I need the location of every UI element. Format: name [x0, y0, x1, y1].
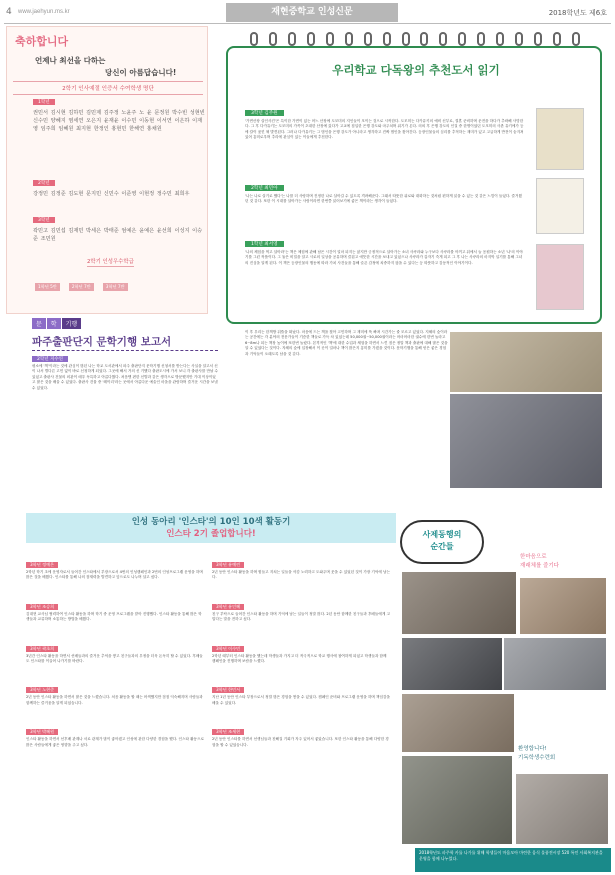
- volunteer-title-line: 순간들: [430, 542, 454, 551]
- entry-text: 2년 동안 인스타 활동을 하며 힘들고 지치는 일들을 삭감 노력하고 도와주며 웃을 수 있었던 것이 가장 기억에 남는다.: [212, 570, 390, 580]
- cert-tag: 2학년 7반: [69, 283, 94, 291]
- entry-tag: 3학년 조세현: [212, 729, 244, 735]
- congrats-logo: 축하합니다: [15, 35, 69, 48]
- insta-column: [26, 551, 204, 748]
- bottom-note: 2018학년도 파주학 카를 나가를 위해 학생들이 마음모아 마련한 음식 물품전시장 520 특인 사회복지관을 운영을 함께 나누었다.: [415, 848, 611, 872]
- trip-tag: 기행: [62, 318, 82, 329]
- site-url: www.jaehyun.ms.kr: [18, 9, 70, 15]
- entry-tag: 3학년 곽초희: [26, 646, 58, 652]
- entry-text: 2학년 학기 초에 운영자로서 들어간 인스타에서 부장으로서 4번의 인성캠페인과 2번의 인성프로그램 운영을 하며 많은 것을 배웠다. 인스타를 통해 나의 잠재력을 발견하고 앞으로도 나누며 살고 싶다.: [26, 570, 203, 580]
- insta-heading: 인성 동아리 '인스타'의 10인 10색 활동기: [131, 517, 291, 527]
- photo-caption: [520, 553, 559, 571]
- entry-text: 3년간 인스타 활동을 하면서 선배들과의 즐거운 추억을 쌓고 친구들과의 우정을 더욱 돈독히 할 수 있었다. 후배들도 인스타를 이끌어 나가기를 바란다.: [26, 653, 203, 664]
- trip-tags: [32, 318, 82, 329]
- cert-tag: 1학년 5반: [35, 283, 60, 291]
- entry-text: 2년 동안 인스타를 하면서 선생님들과 친해질 기회가 자주 있어서 좋았습니다. 또한 인스타 활동을 통해 다양한 경험을 할 수 있었습니다.: [212, 737, 389, 747]
- entry-text: 지난 1년 동안 인스타 부장으로서 정말 많은 경험을 쌓을 수 있었다. 캠페인 준비와 프로그램 운영을 하며 책임감을 배울 수 있었다.: [212, 695, 390, 705]
- congrats-line2: 당신이 아름답습니다!: [105, 68, 177, 77]
- event-photo: [402, 638, 502, 690]
- event-photo: [504, 638, 606, 690]
- trip-photo: [450, 394, 602, 488]
- trip-tag: 문: [32, 318, 46, 329]
- event-photo: [402, 572, 516, 634]
- cert-tag: 3학년 7반: [103, 283, 128, 291]
- field-trip-section: [6, 318, 218, 498]
- page-number: 4: [6, 7, 12, 17]
- names-list: 권민서 김시현 김하민 김민제 김주정 노윤주 노 윤 문정원 박수빈 성현빈 신수민 양혜지 염세연 오은지 윤재윤 이수민 이동현 이서연 이은하 이재영 임주희 임혜원 최지현 한정인 홍현민 한해연 홍채원: [33, 110, 205, 133]
- books-box: [226, 46, 602, 324]
- caption-line: 한마음으로: [520, 554, 547, 560]
- congrats-line1: 언제나 최선을 다하는: [35, 56, 106, 65]
- volunteer-title-line: 사제동행의: [422, 530, 462, 539]
- insta-column: [212, 551, 390, 748]
- event-photo: [402, 694, 514, 752]
- caption-line: 재래체를 즐기다: [520, 563, 559, 569]
- insta-banner: [26, 513, 396, 543]
- grade-tag: 1학년: [33, 99, 55, 105]
- entry-text: 2년 동안 인스타 활동을 하면서 많은 것을 느꼈습니다. 처음 활동을 할 때는 어색했지만 점점 익숙해지며 사람들과 함께하는 즐거움을 알게 되었습니다.: [26, 695, 203, 705]
- entry-text: 2학년 때부터 인스타 활동을 했는데 학생들과 가지고 더 적극적으로 학교 행사에 참여하게 되었고 학생들과 함께 캠페인을 진행하며 보람을 느꼈다.: [212, 653, 387, 664]
- trip-text: 평소에 '책'이라는 것에 관심이 많던 나는 학교 도서관에서 파주 출판단지 문학기행 신청서를 받는다는 사실을 알고서 신이 나서 별다른 고민 없이 바로 신청하게 되었다. 그곳에 해서 거의 신 기했다 출판도시에 가서 보니 각 출판사를 만날 수 있었고 출판사 건물의 외관이 매우 독특하고 아름다웠다. 처음엔 편한 신발과 같은 생각으로 방문했지만 기대 이상이었고 많은 것을 배울 수 있었다. 출판사 건물 중 '헤이리'라는 곳에서 아름다운 예술인 마을을 관람하며 즐거운 시간을 보낼 수 있었다.: [32, 364, 219, 390]
- names-list: 강정민 김정준 김도현 문지민 신민수 이준영 이현정 정수민 최희우: [33, 191, 190, 197]
- book-cover: [536, 244, 584, 310]
- newspaper-title: 재현중학교 인성신문: [226, 3, 398, 22]
- book-cover: [536, 108, 584, 170]
- event-photo: [520, 578, 606, 634]
- book-author-tag: 3학년 김주원: [245, 110, 284, 116]
- trip-tag: 학: [47, 318, 61, 329]
- entry-tag: 3학년 이수민: [212, 646, 244, 652]
- cert-title: 2학기 인성우수학급: [87, 259, 134, 265]
- photo-caption: [518, 745, 555, 763]
- grade-tag: 3학년: [33, 217, 55, 223]
- entry-text: 친구 부탁으로 들어간 인스타 활동을 하며 기억에 남는 일들이 정말 많다. 2년 동안 함께한 친구들과 후배들에게 고맙다는 말을 전하고 싶다.: [212, 611, 390, 622]
- entry-tag: 3학년 한민서: [212, 687, 244, 693]
- congrats-box: [6, 26, 208, 314]
- issue-label: 2018학년도 제6호: [548, 9, 607, 17]
- trip-author: 2학년 지수연: [32, 356, 68, 362]
- entry-tag: 3학년 박혜원: [26, 729, 58, 735]
- grade-tag: 2학년: [33, 180, 55, 186]
- trip-title: 파주출판단지 문학기행 보고서: [32, 336, 172, 348]
- trip-photo: [450, 332, 602, 392]
- trip-text-continued: 이 후 우리는 한책방 뒤뜰을 떠났다. 마음에 드는 책을 찾아 고민하며 그 재미에 푹 빠져 시간가는 줄 모르고 있었다. 지혜의 숲이라는 공간에는 각 분야의 전문가들이 기증한 책들로 가득 차 있었는데 50,000권~50,000권이라는 어마어마한 권수에 한번 놀라고 6~8m나 되는 책장 높이에 또한번 놀랐다. 본격적인 '책'에 대한 수업과 체험을 하면서 느낀 점은 정말 책과 출판에 대해 많은 것을 알 수 있었다는 것이다. 지혜의 숲에 입장해서 이 곳이 얼마나 책이 많은지 흥미를 가졌을 것이다. 문학기행을 통해 얻은 좋은 경험과 기억들이 오래도록 남을 것 같다.: [245, 330, 448, 356]
- volunteer-title: [400, 520, 484, 564]
- event-photo: [516, 774, 608, 844]
- entry-text: 김대현 교사님 협력하여 인스타 활동을 하며 학기 중 운영 프로그램을 맡아 진행했다. 인스타 활동을 통해 많은 학생들과 교류하며 소통하는 방법을 배웠다.: [26, 611, 202, 622]
- caption-line: 환영합니다!: [518, 746, 547, 752]
- book-review: '가면산장 살인사건'은 특이한 가면이 있는 어느 산장에 도모미의 지인들이 모이는 것으로 시작한다. 도모미는 다카유키의 예비 신부로, 결혼 준비하며 운전을 하다가 추락해 사망한다. 그 후 다카유키는 도모미의 가족이 초대한 산장에 갔다가 고교에 침입한 은행 강도와 마주치며 위기가 온다. 의외 후 은행 강도의 인질 중 한명이었던 도모미의 사촌 유키에가 등에 칼이 꽂힌 채 발견된다. 그러나 다카유키는 그 범인을 은행 강도가 아니라고 생각하고 진짜 범인을 찾아간다. 등장인물들의 심리를 추적하는 재미가 있고 고급하게 반전이 숨겨져 있어 흥미로우며 추리에 관심이 있는 이들에게 추천한다.: [245, 119, 524, 140]
- entry-tag: 3학년 조승희: [26, 604, 58, 610]
- book-review: '나는 나로 살기로 했다'는 나를 더 사랑하며 진정한 나로 살아갈 수 있도록 격려해준다. 그래서 따뜻한 위로와 대화하는 것처럼 편하게 읽을 수 있는 것 같은 느낌이 들었다. 즐거웠던 것 같다. 또한 이 시대를 살아가는 사람이라면 한번쯤 읽어보기에 좋은 책이라는 생각이 들었다.: [245, 194, 522, 204]
- book-author-tag: 2학년 최민아: [245, 185, 284, 191]
- entry-tag: 3학년 정예은: [26, 562, 58, 568]
- page-header: [4, 2, 611, 24]
- book-author-tag: 1학년 최서영: [245, 241, 284, 247]
- entry-tag: 3학년 유예린: [212, 562, 244, 568]
- caption-line: 기독학생수련회: [518, 755, 556, 761]
- book-cover: [536, 178, 584, 234]
- cert-tags: [35, 273, 132, 292]
- entry-tag: 3학년 유인혜: [212, 604, 244, 610]
- book-review: '나의 체험을 먹고 살아라'는 책은 체험에 관해 남은 시간이 얼마 되지는 않지만 긍정적으로 살아가는 소녀 사쿠라와 누구보다 사쿠라를 아끼고 뒤에서 늘 응원하는 소년 '나'의 이야기를 그린 작품이다. 그 둘은 비밀을 알고 시로의 일상을 공유하며 즐겁고 애틋한 시간을 보내고 있었으나 사쿠라가 갑자기 죽게 되고 그 후 나는 사쿠라의 마지막 일기를 통해 그녀의 진심을 알게 된다. 이 책은 등장인물의 행동에 따라 가치 사건들을 통해 슬픈 감정에 치중하지 않을 수 있다는 등 따뜻하고 감동적인 이야기이다.: [245, 250, 523, 265]
- entry-text: 인스타 활동을 하면서 선후배 관계나 서로 관계가 많이 좋아졌고 인성에 관한 다양한 경험을 했다. 인스타 활동으로 많은 사람들에게 좋은 영향을 주고 싶다.: [26, 737, 204, 747]
- congrats-subtitle: 2학기 인사예절 인증서 수여학생 명단: [13, 81, 203, 95]
- books-title: 우리학교 다독왕의 추천도서 읽기: [332, 63, 500, 77]
- event-photo: [402, 756, 512, 844]
- entry-tag: 3학년 노현준: [26, 687, 58, 693]
- insta-subheading: 인스타 2기 졸업합니다!: [166, 529, 256, 539]
- names-list: 곽민고 김민섭 김재민 박세은 박태준 엄예은 윤예은 윤선희 이성지 이승준 조민원: [33, 228, 203, 243]
